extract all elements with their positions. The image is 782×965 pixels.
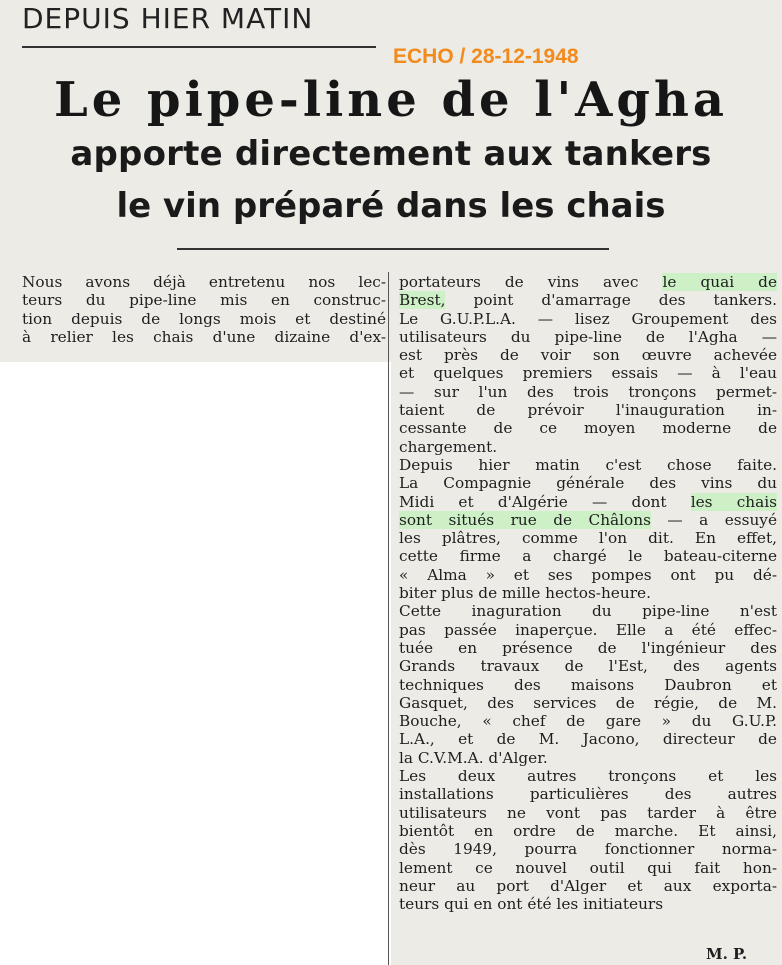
article-text: tuée en présence de l'ingénieur des — [399, 638, 777, 657]
article-line — [399, 310, 777, 328]
article-text: taient de prévoir l'inauguration in- — [399, 401, 777, 420]
article-text: chargement. — [399, 437, 498, 456]
article-line — [399, 730, 777, 748]
article-line — [399, 273, 777, 291]
article-line — [399, 676, 777, 694]
subhead-line-2: le vin préparé dans les chais — [116, 186, 666, 226]
author-signature: M. P. — [706, 945, 748, 963]
article-text: Cette inaguration du pipe-line n'est — [399, 602, 777, 621]
article-text: — a essuyé — [650, 510, 777, 529]
highlighted-text: Brest, — [399, 291, 446, 310]
article-text: Depuis hier matin c'est chose faite. — [399, 455, 777, 474]
article-line — [399, 456, 777, 474]
article-line: teurs du pipe-line mis en construc- — [22, 291, 386, 310]
article-line — [399, 822, 777, 840]
article-text: Le G.U.P.L.A. — lisez Groupement des — [399, 309, 777, 328]
article-line: Nous avons déjà entretenu nos lec- — [22, 273, 386, 291]
article-line — [399, 438, 777, 456]
article-text: point d'amarrage des tankers. — [445, 291, 777, 310]
article-line — [399, 657, 777, 675]
article-line — [399, 859, 777, 877]
article-text: pas passée inaperçue. Elle a été effec- — [399, 620, 777, 639]
article-text: L.A., et de M. Jacono, directeur de — [399, 730, 777, 749]
article-line — [399, 547, 777, 565]
article-text: — sur l'un des trois tronçons permet- — [399, 382, 777, 401]
highlighted-text: le quai de — [662, 273, 777, 291]
highlighted-text: sont situés rue de Châlons — [399, 510, 651, 529]
kicker-rule — [22, 46, 376, 48]
article-text: techniques des maisons Daubron et — [399, 675, 777, 694]
article-line — [399, 639, 777, 657]
subhead-line-1: apporte directement aux tankers — [70, 134, 712, 174]
article-text: « Alma » et ses pompes ont pu dé- — [399, 565, 777, 584]
article-text: cette firme a chargé le bateau-citerne — [399, 547, 777, 566]
article-line: tion depuis de longs mois et destiné — [22, 309, 386, 328]
article-text: neur au port d'Alger et aux exporta- — [399, 876, 777, 895]
article-line — [399, 694, 777, 712]
article-column-1 — [22, 273, 386, 346]
article-line — [399, 383, 777, 401]
article-text: La Compagnie générale des vins du — [399, 474, 777, 493]
article-text: et quelques premiers essais — à l'eau — [399, 364, 777, 383]
article-text: les plâtres, comme l'on dit. En effet, — [399, 529, 777, 548]
article-line — [399, 877, 777, 895]
article-line — [399, 291, 777, 309]
article-text: utilisateurs du pipe-line de l'Agha — — [399, 327, 777, 346]
headline: Le pipe-line de l'Agha — [54, 72, 728, 128]
kicker: DEPUIS HIER MATIN — [22, 2, 314, 35]
article-text: lement ce nouvel outil qui fait hon- — [399, 858, 777, 877]
article-text: Gasquet, des services de régie, de M. — [399, 693, 777, 712]
article-text: portateurs de vins avec — [399, 273, 663, 291]
article-text: Grands travaux de l'Est, des agents — [399, 657, 777, 676]
article-line — [399, 602, 777, 620]
article-text: dès 1949, pourra fonctionner norma- — [399, 840, 777, 859]
article-line — [399, 785, 777, 803]
article-text: cessante de ce moyen moderne de — [399, 419, 777, 438]
headline-rule — [177, 248, 609, 250]
column-rule — [388, 272, 389, 965]
article-line — [399, 840, 777, 858]
article-line — [399, 511, 777, 529]
article-line — [399, 767, 777, 785]
article-line — [399, 493, 777, 511]
article-line — [399, 621, 777, 639]
article-line — [399, 584, 777, 602]
article-line — [399, 712, 777, 730]
article-line — [399, 895, 777, 913]
article-line — [399, 804, 777, 822]
article-text: utilisateurs ne vont pas tarder à être — [399, 803, 777, 822]
article-line — [399, 749, 777, 767]
article-text: Les deux autres tronçons et les — [399, 767, 777, 786]
article-column-2 — [399, 273, 777, 913]
article-text: installations particulières des autres — [399, 785, 777, 804]
article-text: Midi et d'Algérie — dont — [399, 492, 691, 511]
article-text: Bouche, « chef de gare » du G.U.P. — [399, 712, 777, 731]
article-line: à relier les chais d'une dizaine d'ex- — [22, 327, 386, 346]
article-line — [399, 346, 777, 364]
article-line — [399, 328, 777, 346]
article-text: bientôt en ordre de marche. Et ainsi, — [399, 821, 777, 840]
article-line — [399, 566, 777, 584]
article-text: biter plus de mille hectos-heure. — [399, 584, 651, 603]
article-line — [399, 364, 777, 382]
article-text: teurs qui en ont été les initiateurs — [399, 895, 664, 914]
article-text: la C.V.M.A. d'Alger. — [399, 748, 548, 767]
source-stamp: ECHO / 28-12-1948 — [393, 45, 579, 68]
highlighted-text: les chais — [690, 492, 777, 511]
article-line — [399, 474, 777, 492]
article-text: est près de voir son œuvre achevée — [399, 346, 777, 365]
article-line — [399, 401, 777, 419]
article-line — [399, 529, 777, 547]
article-line — [399, 419, 777, 437]
